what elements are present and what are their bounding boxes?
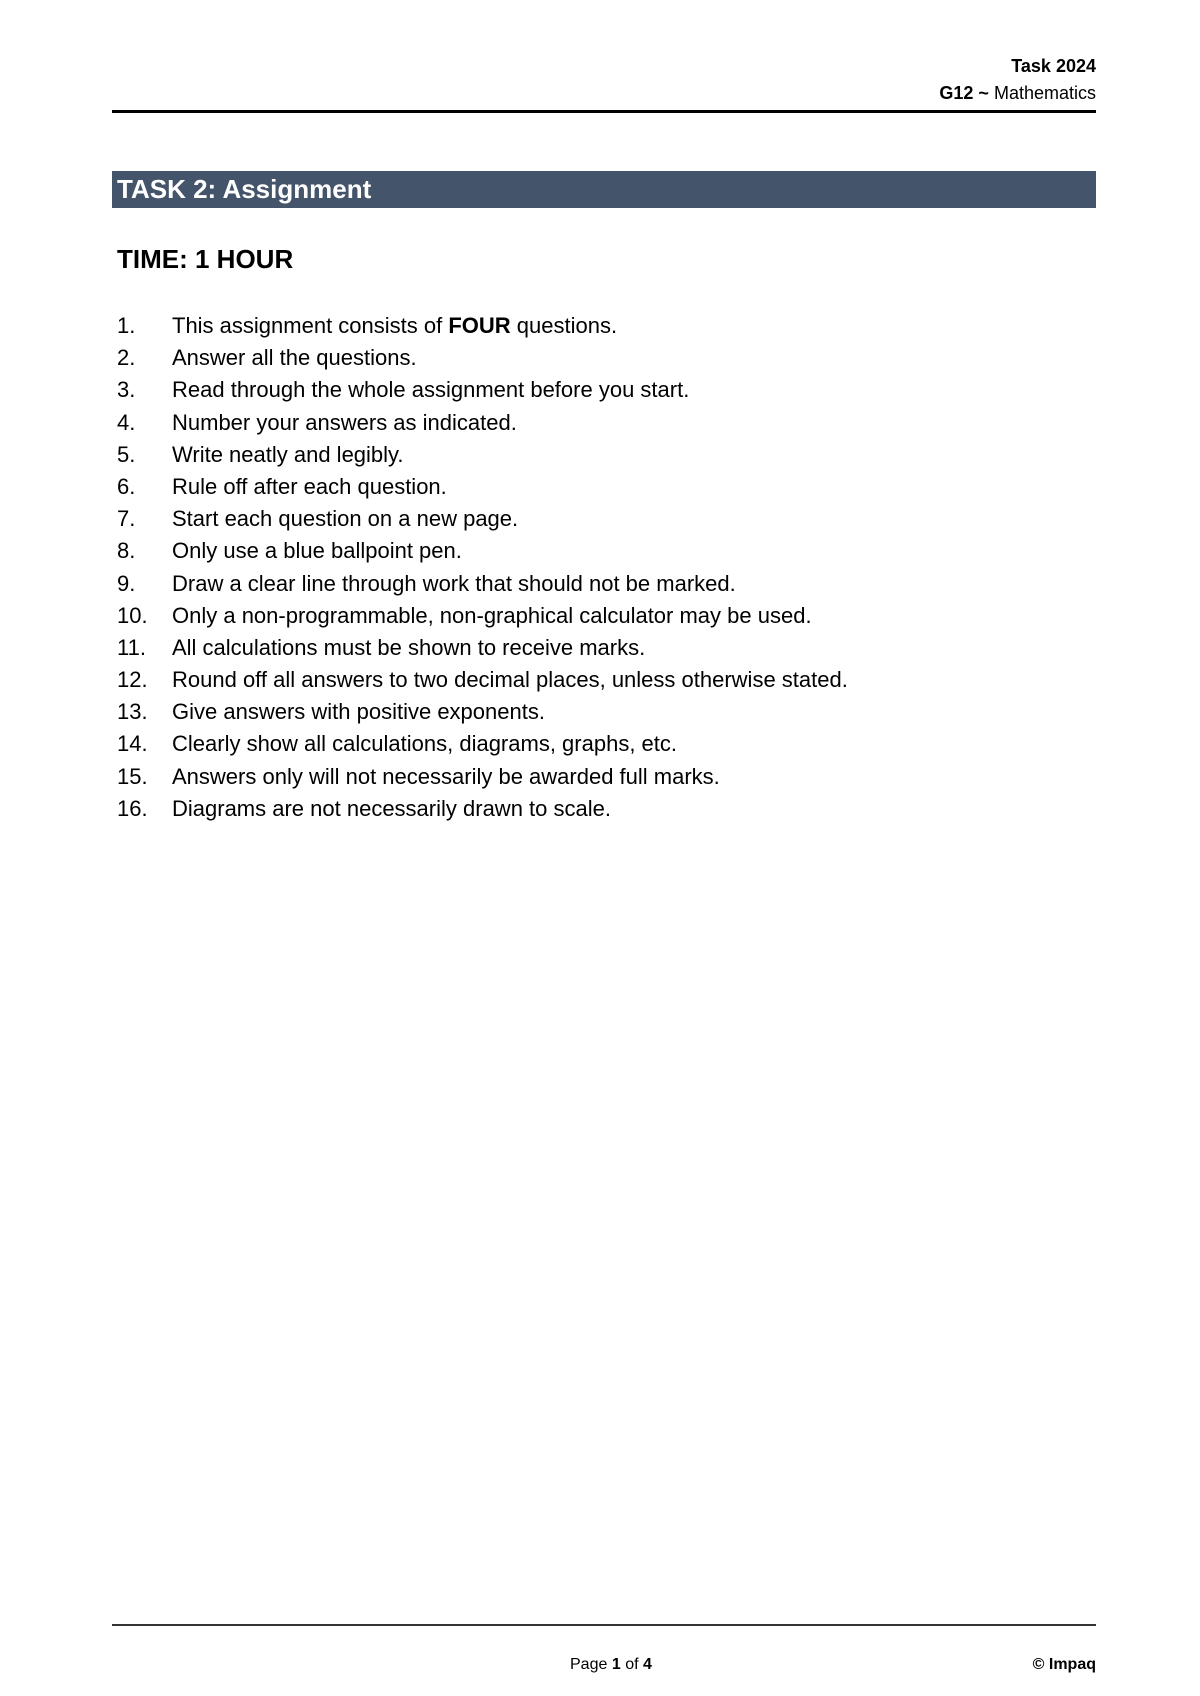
instruction-item bbox=[117, 313, 848, 345]
footer-divider bbox=[112, 1624, 1096, 1626]
item-number: 9. bbox=[117, 570, 136, 596]
item-text: Read through the whole assignment before you start. bbox=[172, 377, 690, 403]
item-text: Write neatly and legibly. bbox=[172, 441, 404, 467]
page-number bbox=[570, 1656, 652, 1674]
header-subject-line bbox=[939, 83, 1096, 104]
instruction-item bbox=[117, 345, 848, 377]
header-subject: Mathematics bbox=[993, 83, 1096, 103]
instructions-list bbox=[117, 313, 848, 828]
item-number: 2. bbox=[117, 345, 136, 371]
item-text: Give answers with positive exponents. bbox=[172, 699, 545, 725]
instruction-item bbox=[117, 538, 848, 570]
item-text: Start each question on a new page. bbox=[172, 506, 519, 532]
item-text: All calculations must be shown to receive marks. bbox=[172, 634, 646, 660]
instruction-item bbox=[117, 699, 848, 731]
header-divider bbox=[112, 110, 1096, 113]
instruction-item bbox=[117, 474, 848, 506]
item-number: 4. bbox=[117, 409, 136, 435]
item-number: 10. bbox=[117, 602, 148, 628]
item-number: 14. bbox=[117, 731, 148, 757]
item-number: 6. bbox=[117, 473, 136, 499]
item-text: Number your answers as indicated. bbox=[172, 409, 517, 435]
copyright: © Impaq bbox=[1032, 1656, 1096, 1673]
current-page: 1 bbox=[611, 1656, 621, 1673]
instruction-item bbox=[117, 410, 848, 442]
item-text: Only use a blue ballpoint pen. bbox=[172, 538, 462, 564]
instruction-item bbox=[117, 731, 848, 763]
item-number: 1. bbox=[117, 313, 136, 338]
item-text: Diagrams are not necessarily drawn to scale. bbox=[172, 795, 611, 821]
item-text: Round off all answers to two decimal places, unless otherwise stated. bbox=[172, 667, 848, 693]
instruction-item bbox=[117, 667, 848, 699]
item-number: 5. bbox=[117, 441, 136, 467]
item-number: 15. bbox=[117, 763, 148, 789]
of-label: of bbox=[625, 1656, 639, 1673]
header-grade: G12 ~ bbox=[939, 83, 989, 103]
item-number: 13. bbox=[117, 699, 148, 725]
item-text: Draw a clear line through work that should not be marked. bbox=[172, 570, 736, 596]
item-number: 8. bbox=[117, 538, 136, 564]
item-text: This assignment consists of FOUR questions. bbox=[172, 313, 618, 338]
page-label: Page bbox=[570, 1656, 608, 1673]
header-task: Task 2024 bbox=[1011, 56, 1096, 76]
item-text: Only a non-programmable, non-graphical calculator may be used. bbox=[172, 602, 812, 628]
instruction-item bbox=[117, 764, 848, 796]
instruction-item bbox=[117, 506, 848, 538]
item-text: Answers only will not necessarily be awarded full marks. bbox=[172, 763, 720, 789]
instruction-item bbox=[117, 635, 848, 667]
instruction-item bbox=[117, 603, 848, 635]
instruction-item bbox=[117, 796, 848, 828]
time-heading: TIME: 1 HOUR bbox=[117, 244, 294, 274]
item-number: 7. bbox=[117, 506, 136, 532]
instruction-item bbox=[117, 571, 848, 603]
item-text: Rule off after each question. bbox=[172, 473, 447, 499]
item-number: 16. bbox=[117, 795, 148, 821]
section-banner: TASK 2: Assignment bbox=[112, 171, 1096, 208]
item-number: 12. bbox=[117, 667, 148, 693]
item-number: 3. bbox=[117, 377, 136, 403]
item-number: 11. bbox=[117, 634, 146, 660]
instruction-item bbox=[117, 442, 848, 474]
total-pages: 4 bbox=[642, 1656, 652, 1673]
item-text: Answer all the questions. bbox=[172, 345, 417, 371]
item-text: Clearly show all calculations, diagrams, graphs, etc. bbox=[172, 731, 678, 757]
instruction-item bbox=[117, 377, 848, 409]
